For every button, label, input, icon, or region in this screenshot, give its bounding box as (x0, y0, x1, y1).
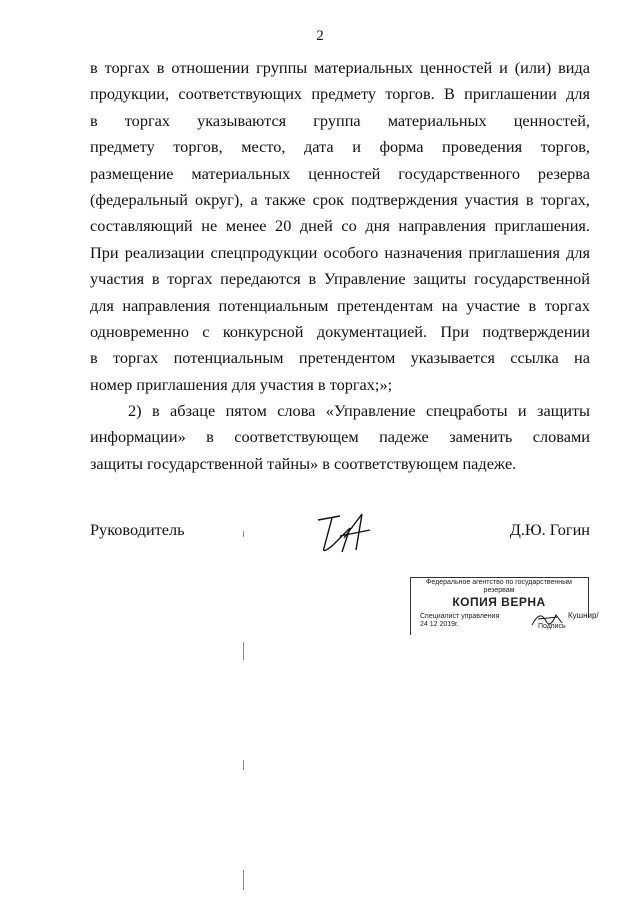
text-line: предмету торгов, место, дата и форма проведения торгов, (90, 137, 590, 157)
text-line: продукции, соответствующих предмету торгов. В приглашении для (90, 84, 590, 104)
scan-artifact (243, 760, 244, 770)
signatory-name: Д.Ю. Гогин (509, 520, 590, 539)
stamp-signature (528, 607, 568, 631)
text-line: При реализации спецпродукции особого назначения приглашения для (90, 242, 590, 262)
text-line: в торгах указываются группа материальных ценностей, (90, 110, 590, 130)
text-line: размещение материальных ценностей государственного резерва (90, 163, 590, 183)
text-line: информации» в соответствующем падеже заменить словами (90, 427, 590, 447)
text-line: 2) в абзаце пятом слова «Управление спецработы и защиты (128, 401, 590, 421)
stamp-organization: Федеральное агентство по государственным резервам (426, 579, 572, 594)
stamp-name: Кушнир/ (568, 611, 599, 620)
stamp-border (410, 577, 588, 578)
signature-block (90, 520, 590, 560)
text-line: одновременно с конкурсной документацией. При подтверждении (90, 321, 590, 341)
text-line: составляющий не менее 20 дней со дня направления приглашения. (90, 216, 590, 236)
handwritten-signature (310, 508, 380, 558)
text-line: защиты государственной тайны» в соответствующем падеже. (90, 453, 517, 473)
text-line: (федеральный округ), а также срок подтверждения участия в торгах, (90, 189, 590, 209)
text-line: участия в торгах передаются в Управление защиты государственной (90, 269, 590, 289)
stamp-role: Специалист управления (420, 613, 500, 620)
text-line: номер приглашения для участия в торгах;»; (90, 374, 393, 394)
text-line: в торгах потенциальным претендентом указывается ссылка на (90, 348, 590, 368)
text-line: в торгах в отношении группы материальных ценностей и (или) вида (90, 58, 590, 77)
signatory-title: Руководитель (90, 520, 185, 539)
scan-artifact (243, 642, 244, 660)
text-line: для направления потенциальным претендентам на участие в торгах (90, 295, 590, 315)
scan-artifact (243, 870, 244, 890)
copy-certified-stamp (410, 577, 600, 637)
stamp-date: 24 12 2019г. (420, 621, 459, 628)
scan-artifact (243, 531, 244, 537)
stamp-title: КОПИЯ ВЕРНА (452, 595, 546, 609)
page-number: 2 (316, 28, 324, 44)
stamp-sign-label: Подпись (538, 623, 566, 630)
document-body (90, 55, 590, 477)
